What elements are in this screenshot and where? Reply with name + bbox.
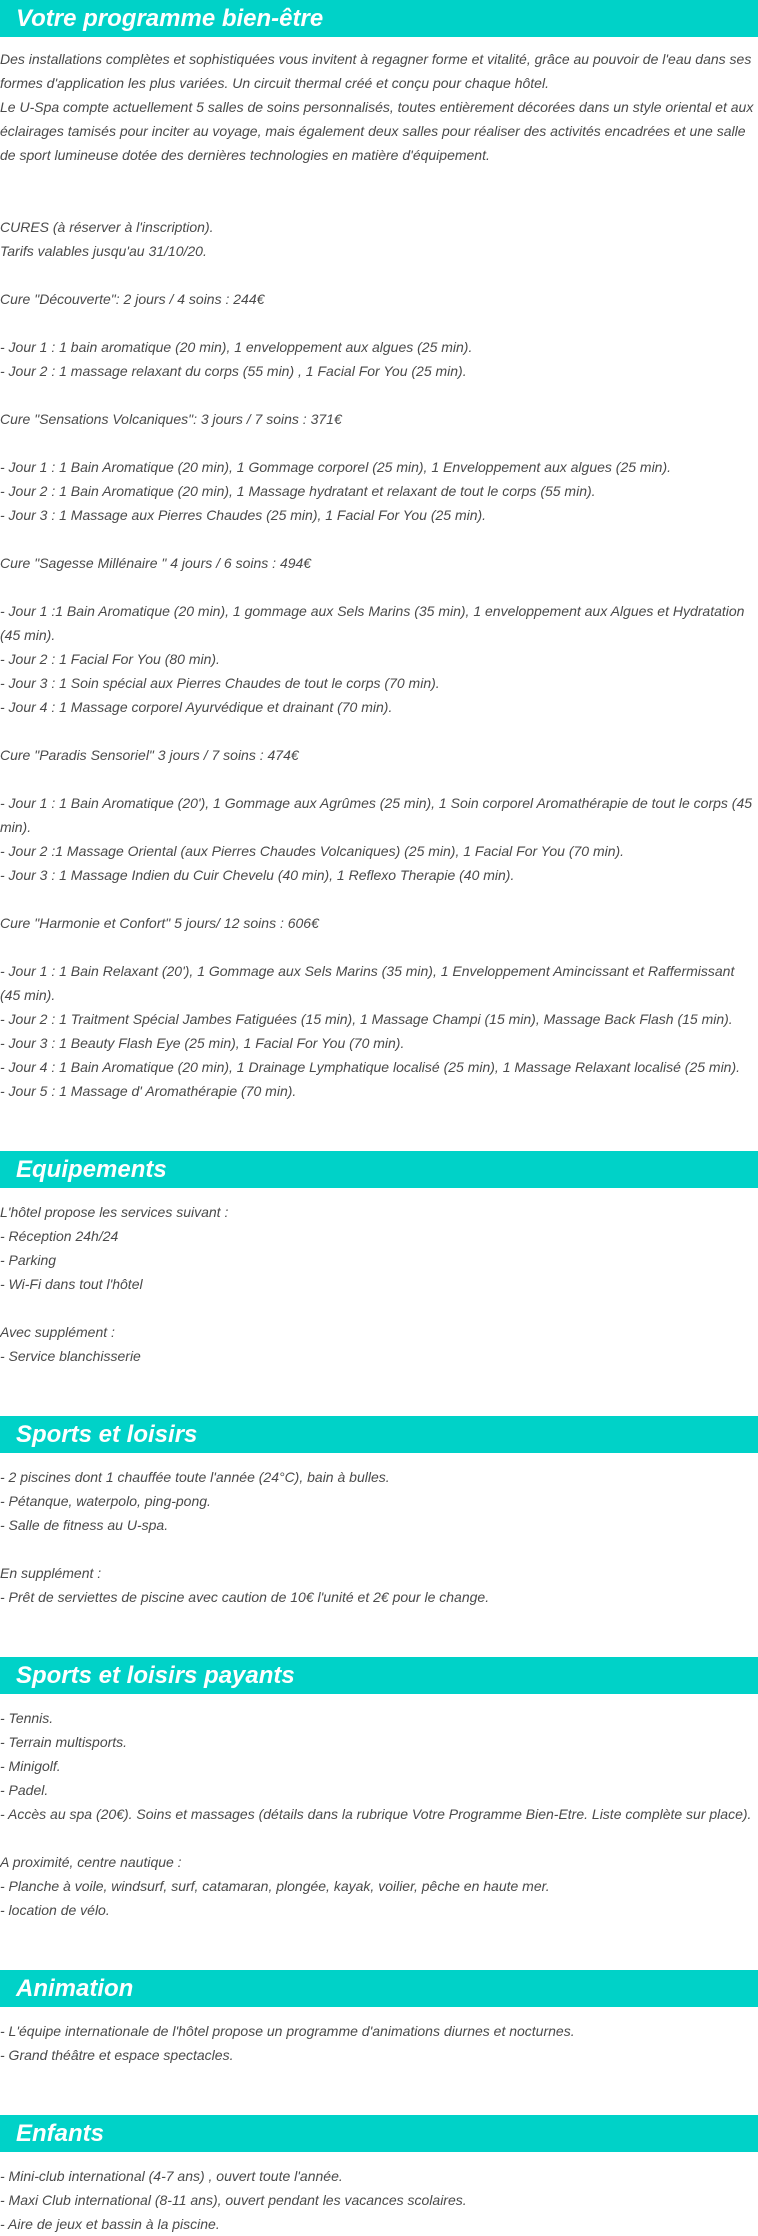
text-line: - Jour 1 : 1 Bain Relaxant (20'), 1 Gommage aux Sels Marins (35 min), 1 Enveloppement Amincissant et Raffermissant (45 min). — [0, 963, 735, 1003]
text-line: - Jour 2 : 1 Facial For You (80 min). — [0, 651, 220, 667]
text-line: - Salle de fitness au U-spa. — [0, 1517, 169, 1533]
text-line: - Maxi Club international (8-11 ans), ouvert pendant les vacances scolaires. — [0, 2192, 467, 2208]
text-line — [0, 311, 758, 335]
text-line: En supplément : — [0, 1565, 102, 1581]
text-line — [0, 527, 758, 551]
text-line: CURES (à réserver à l'inscription). — [0, 219, 214, 235]
text-line — [0, 191, 758, 215]
text-line: Avec supplément : — [0, 1324, 115, 1340]
section-sports — [0, 1416, 758, 1609]
text-line: - Mini-club international (4-7 ans) , ouvert toute l'année. — [0, 2168, 343, 2184]
text-line — [0, 575, 758, 599]
text-line — [0, 167, 758, 191]
text-line: - Jour 2 : 1 Bain Aromatique (20 min), 1 Massage hydratant et relaxant de tout le corps (55 min). — [0, 483, 596, 499]
text-line: - Jour 3 : 1 Beauty Flash Eye (25 min), 1 Facial For You (70 min). — [0, 1035, 405, 1051]
section-content — [0, 2152, 758, 2236]
text-line — [0, 887, 758, 911]
section-content — [0, 1453, 758, 1609]
text-line: - Wi-Fi dans tout l'hôtel — [0, 1276, 143, 1292]
text-line: Tarifs valables jusqu'au 31/10/20. — [0, 243, 207, 259]
text-line: A proximité, centre nautique : — [0, 1854, 182, 1870]
text-line: - Jour 3 : 1 Massage Indien du Cuir Chevelu (40 min), 1 Reflexo Therapie (40 min). — [0, 867, 515, 883]
text-line: Cure "Sensations Volcaniques": 3 jours / 7 soins : 371€ — [0, 411, 342, 427]
text-line — [0, 1537, 758, 1561]
text-line: - Jour 5 : 1 Massage d' Aromathérapie (70 min). — [0, 1083, 297, 1099]
section-bienetre — [0, 0, 758, 1103]
section-content — [0, 2007, 758, 2067]
text-line: Des installations complètes et sophistiquées vous invitent à regagner forme et vitalité, grâce au pouvoir de l'eau dans ses formes d'application les plus variées. Un circuit thermal créé et conçu pour chaque hôtel. — [0, 51, 752, 91]
text-line: - Jour 3 : 1 Massage aux Pierres Chaudes (25 min), 1 Facial For You (25 min). — [0, 507, 487, 523]
section-title: Enfants — [0, 2115, 758, 2152]
text-line: - Grand théâtre et espace spectacles. — [0, 2047, 234, 2063]
text-line: - Jour 2 : 1 Traitment Spécial Jambes Fatiguées (15 min), 1 Massage Champi (15 min), Massage Back Flash (15 min). — [0, 1011, 733, 1027]
text-line: - Jour 1 : 1 Bain Aromatique (20 min), 1 Gommage corporel (25 min), 1 Enveloppement aux algues (25 min). — [0, 459, 672, 475]
text-line: Cure "Découverte": 2 jours / 4 soins : 244€ — [0, 291, 265, 307]
text-line: - Jour 1 : 1 bain aromatique (20 min), 1 enveloppement aux algues (25 min). — [0, 339, 473, 355]
section-title: Equipements — [0, 1151, 758, 1188]
text-line: - Jour 1 : 1 Bain Aromatique (20'), 1 Gommage aux Agrûmes (25 min), 1 Soin corporel Aromathérapie de tout le corps (45 min). — [0, 795, 753, 835]
text-line: - Aire de jeux et bassin à la piscine. — [0, 2216, 220, 2232]
text-line: - L'équipe internationale de l'hôtel propose un programme d'animations diurnes et nocturnes. — [0, 2023, 575, 2039]
text-line — [0, 1826, 758, 1850]
section-title: Animation — [0, 1970, 758, 2007]
text-line: - Jour 3 : 1 Soin spécial aux Pierres Chaudes de tout le corps (70 min). — [0, 675, 440, 691]
text-line: Cure "Harmonie et Confort" 5 jours/ 12 soins : 606€ — [0, 915, 319, 931]
section-equipements — [0, 1151, 758, 1368]
section-content — [0, 37, 758, 1103]
text-line: Le U-Spa compte actuellement 5 salles de soins personnalisés, toutes entièrement décorées dans un style oriental et aux éclairages tamisés pour inciter au voyage, mais également deux salles pour réaliser des activités encadrées et une salle de sport lumineuse dotée des dernières technologies en matière d'équipement. — [0, 99, 754, 163]
text-line: - Minigolf. — [0, 1758, 61, 1774]
text-line — [0, 719, 758, 743]
section-title: Sports et loisirs — [0, 1416, 758, 1453]
text-line: - Tennis. — [0, 1710, 54, 1726]
section-title: Votre programme bien-être — [0, 0, 758, 37]
text-line: - Jour 4 : 1 Massage corporel Ayurvédique et drainant (70 min). — [0, 699, 393, 715]
text-line: - Accès au spa (20€). Soins et massages (détails dans la rubrique Votre Programme Bien-Etre. Liste complète sur place). — [0, 1806, 752, 1822]
text-line: L'hôtel propose les services suivant : — [0, 1204, 229, 1220]
text-line — [0, 935, 758, 959]
text-line — [0, 767, 758, 791]
section-content — [0, 1188, 758, 1368]
text-line: - Jour 2 :1 Massage Oriental (aux Pierres Chaudes Volcaniques) (25 min), 1 Facial For You (70 min). — [0, 843, 625, 859]
text-line: - location de vélo. — [0, 1902, 110, 1918]
text-line: - Padel. — [0, 1782, 49, 1798]
text-line — [0, 263, 758, 287]
text-line: Cure "Paradis Sensoriel" 3 jours / 7 soins : 474€ — [0, 747, 299, 763]
text-line: - Planche à voile, windsurf, surf, catamaran, plongée, kayak, voilier, pêche en haute mer. — [0, 1878, 550, 1894]
text-line — [0, 383, 758, 407]
section-animation — [0, 1970, 758, 2067]
section-title: Sports et loisirs payants — [0, 1657, 758, 1694]
text-line: - Réception 24h/24 — [0, 1228, 119, 1244]
text-line: - Prêt de serviettes de piscine avec caution de 10€ l'unité et 2€ pour le change. — [0, 1589, 490, 1605]
section-sports-payants — [0, 1657, 758, 1922]
text-line: - Jour 4 : 1 Bain Aromatique (20 min), 1 Drainage Lymphatique localisé (25 min), 1 Massage Relaxant localisé (25 min). — [0, 1059, 741, 1075]
text-line: - Parking — [0, 1252, 57, 1268]
text-line — [0, 431, 758, 455]
text-line: Cure "Sagesse Millénaire " 4 jours / 6 soins : 494€ — [0, 555, 312, 571]
text-line: - Jour 1 :1 Bain Aromatique (20 min), 1 gommage aux Sels Marins (35 min), 1 enveloppement aux Algues et Hydratation (45 min). — [0, 603, 745, 643]
text-line: - 2 piscines dont 1 chauffée toute l'année (24°C), bain à bulles. — [0, 1469, 390, 1485]
text-line: - Pétanque, waterpolo, ping-pong. — [0, 1493, 211, 1509]
text-line: - Terrain multisports. — [0, 1734, 128, 1750]
text-line: - Jour 2 : 1 massage relaxant du corps (55 min) , 1 Facial For You (25 min). — [0, 363, 467, 379]
text-line — [0, 1296, 758, 1320]
section-content — [0, 1694, 758, 1922]
section-enfants — [0, 2115, 758, 2236]
text-line: - Service blanchisserie — [0, 1348, 141, 1364]
